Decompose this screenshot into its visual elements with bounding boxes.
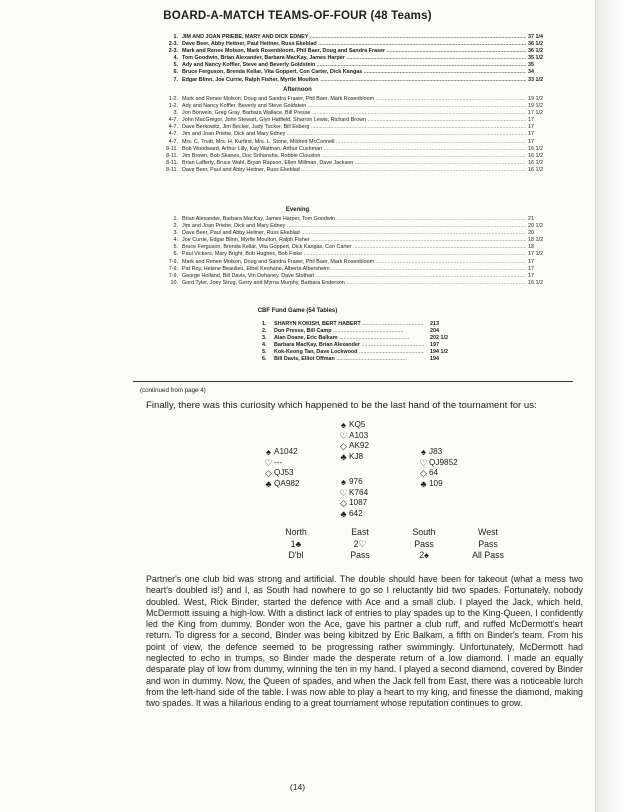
auction-bid: 2♡	[353, 538, 367, 549]
card-holding: QA982	[274, 478, 300, 488]
result-row	[140, 273, 580, 280]
auction-bid: Pass	[478, 538, 498, 549]
result-score: 37 1/4	[528, 34, 543, 40]
result-score: 17	[528, 258, 534, 265]
result-place: 6.	[262, 356, 267, 362]
result-row	[140, 280, 580, 287]
auction-bid: Pass	[350, 550, 370, 560]
north-diamonds-holding	[338, 441, 369, 452]
card-holding: A1042	[274, 447, 298, 456]
hearts-icon: ♡	[264, 457, 273, 468]
card-holding: KQ5	[349, 420, 366, 429]
result-row	[140, 62, 580, 69]
result-row	[140, 131, 580, 138]
intro-paragraph: Finally, there was this curiosity which happened to be the last hand of the tournament for us:	[146, 400, 537, 411]
evening-heading: Evening	[285, 207, 310, 213]
card-holding: ---	[274, 457, 283, 467]
hearts-icon: ♡	[339, 430, 348, 441]
result-names: Brian Lafferty, Bruce Wahl, Bryan Rapson, Ellen Millman, Dave Jackson .....	[182, 160, 526, 167]
north-hearts-holding	[338, 431, 369, 442]
page-number: (14)	[289, 782, 306, 792]
result-row	[140, 146, 580, 153]
result-names: Joe Currie, Edgar Blinn, Myrtle Moulton, Ralph Fisher .....	[182, 237, 526, 244]
auction-bid: D'bl	[288, 550, 304, 560]
fund-results	[262, 321, 482, 363]
result-row	[262, 335, 482, 342]
result-names: JIM AND JOAN PRIEBE, MARY AND DICK EDNEY .....	[182, 34, 526, 41]
card-holding: 1087	[349, 498, 368, 507]
result-place: 4-7.	[168, 138, 178, 145]
card-holding: AK92	[349, 441, 370, 450]
result-names: Dave Beer, Paul and Abby Heitner, Russ Ekeblad .....	[182, 230, 526, 237]
clubs-icon: ♣	[340, 508, 347, 519]
result-place: 7.	[173, 76, 178, 83]
result-row	[140, 153, 580, 160]
result-place: 7-9.	[168, 272, 178, 279]
diamonds-icon: ◇	[339, 498, 348, 508]
result-score: 34	[528, 69, 534, 76]
result-score: 17	[528, 124, 534, 131]
result-score: 194 1/2	[430, 349, 448, 355]
result-place: 1.	[173, 216, 178, 222]
continued-note: (continued from page 4)	[140, 387, 206, 394]
auction-header-row	[264, 527, 520, 539]
result-place: 7-9.	[168, 258, 178, 265]
result-score: 36 1/2	[528, 41, 543, 48]
result-score: 36 1/2	[528, 48, 543, 55]
card-holding: 64	[429, 468, 439, 477]
result-row	[140, 41, 580, 48]
west-spades-holding	[263, 447, 300, 458]
result-names: Jim and Joan Priebe, Dick and Mary Edney .....	[182, 131, 526, 138]
result-score: 17 1/2	[528, 110, 543, 117]
result-names: Edgar Blinn, Joe Currie, Ralph Fisher, Myrtle Moulton .....	[182, 77, 526, 84]
result-names: Pat Roy, Helene Beaulieu, Ethel Keohane, Alberta Albersheim .....	[182, 266, 526, 273]
south-hand	[338, 477, 368, 519]
result-place: 1-2.	[168, 103, 178, 110]
card-holding: 642	[349, 508, 363, 518]
result-names: Bruce Ferguson, Brenda Kellar, Vita Goppert, Dick Kangas, Con Carter .....	[182, 244, 526, 251]
result-names: Mark and Renee Molson, Doug and Sandra Fraser, Phil Baer, Mark Rosenbloom .....	[182, 259, 526, 266]
result-place: 6.	[173, 251, 178, 258]
result-score: 16 1/2	[528, 166, 543, 173]
result-row	[140, 230, 580, 237]
result-score: 204	[430, 328, 439, 334]
result-score: 213	[430, 321, 439, 327]
card-holding: QJ53	[274, 468, 294, 477]
east-hand	[418, 447, 458, 489]
result-row	[140, 160, 580, 167]
result-row	[140, 237, 580, 244]
result-names: John MacGregor, John Stewart, Glyn Hatfield, Sharron Lewis, Richard Brown .....	[182, 117, 526, 124]
south-clubs-holding	[338, 509, 368, 520]
result-place: 2.	[262, 328, 267, 334]
spades-icon: ♠	[341, 477, 346, 487]
east-clubs-holding	[418, 479, 458, 490]
result-place: 4.	[173, 55, 178, 62]
result-row	[140, 251, 580, 258]
afternoon-heading: Afternoon	[283, 87, 312, 93]
fund-heading: CBF Fund Game (54 Tables)	[257, 308, 338, 314]
west-hand	[263, 447, 300, 489]
auction-bid: Pass	[414, 538, 434, 549]
result-place: 5.	[173, 62, 178, 69]
result-names: Mrs. C. Truitt, Mrs. H. Kurfirst, Mrs. L. Stone, Mildred McConnell .....	[182, 139, 526, 146]
result-place: 5.	[262, 349, 267, 355]
auction-table	[264, 527, 520, 562]
result-place: 4-7.	[168, 117, 178, 124]
card-holding: 976	[349, 477, 363, 486]
result-names: George Holland, Bill Davis, Vin Dohaney, Dave Stothart .....	[182, 273, 526, 280]
auction-bid: All Pass	[472, 550, 504, 560]
result-place: 10.	[170, 279, 178, 286]
result-names: Ady and Nancy Koffler, Steve and Beverly Goldstein .....	[182, 62, 526, 69]
result-row	[140, 103, 580, 110]
north-clubs-holding	[338, 452, 369, 463]
result-place: 2-3.	[168, 48, 178, 55]
spades-icon: ♠	[421, 447, 426, 457]
result-place: 7-9.	[168, 265, 178, 272]
result-names: Ady and Nancy Koffler, Beverly and Steve Goldstein .....	[182, 103, 526, 110]
result-score: 16 1/2	[528, 152, 543, 159]
result-names: Gord Tyler, Joey Strug, Gerry and Myrna Murphy, Barbara Enderson .....	[182, 280, 526, 287]
evening-results	[140, 216, 580, 287]
story-paragraph: Partner's one club bid was strong and artificial. The double should have been for takeout (what a mess two heart's doubled is!) and I, as South had nowhere to go so I reluctantly bid two spades. Fortunately, nobody doubled. West, Rick Binder, started the defence with Ace and a small club. I played the Jack, which held, McDermott issuing a high-low. With a distinct lack of entries to play spades up to the King-Queen, I confidently led the King from dummy. Bonder won the Ace, gave his partner a club ruff, and ruffed McDermott's heart return. To digress for a second, Binder was being kibitzed by Eric Balkam, a fifth on Binder's team. From his point of view, the defence seemed to be progressing rather swimmingly. Unfortunately, McDermott had neglected to echo in trumps, so Binder made the desperate return of a low diamond. I made an equally desparate play of low from dummy, winning the ten in my hand. I played a second diamond, covered by Binder and won in dummy. Now, the Queen of spades, and when the Jack fell from East, there was a noticeable lurch from the left-hand side of the table. I was now able to play a heart to my king, and finesse the diamond, making two spades. It was a hilarious ending to a great tournament whose reputation continues to grow.	[146, 574, 583, 709]
result-place: 2-3.	[168, 41, 178, 48]
result-row	[140, 55, 580, 62]
afternoon-results	[140, 96, 580, 174]
auction-header-east: East	[351, 527, 369, 537]
result-row	[140, 124, 580, 131]
result-place: 4-7.	[168, 131, 178, 138]
result-place: 1.	[262, 321, 267, 327]
overall-results	[140, 34, 580, 84]
result-names: Mark and Renee Molson, Doug and Sandra Fraser, Phil Baer, Mark Rosenbloom .....	[182, 96, 526, 103]
clubs-icon: ♣	[340, 451, 347, 462]
card-holding: KJ8	[349, 451, 364, 461]
result-names: SHARYN KOKISH, BERT HABERT .....	[274, 321, 424, 328]
result-row	[262, 321, 482, 328]
result-place: 3.	[173, 110, 178, 117]
result-row	[262, 349, 482, 356]
card-holding: QJ9852	[429, 457, 458, 467]
auction-row	[264, 539, 520, 551]
result-place: 8-11.	[166, 152, 178, 159]
south-diamonds-holding	[338, 498, 368, 509]
card-holding: A103	[349, 430, 369, 440]
result-score: 197	[430, 342, 439, 348]
result-names: Paul Vickers, Mary Bright, Bob Hughes, Bob Fiske .....	[182, 251, 526, 258]
result-place: 8-11.	[166, 145, 178, 152]
result-row	[140, 266, 580, 273]
result-score: 19 1/2	[528, 103, 543, 110]
result-row	[262, 328, 482, 335]
result-score: 202 1/2	[430, 335, 448, 341]
result-names: Kok-Keong Tan, Dave Lockwood .....	[274, 349, 424, 356]
clubs-icon: ♣	[420, 478, 427, 489]
east-hearts-holding	[418, 458, 458, 469]
result-score: 17	[528, 117, 534, 124]
result-row	[140, 48, 580, 55]
result-row	[140, 34, 580, 41]
result-score: 17	[528, 265, 534, 272]
result-score: 20	[528, 230, 534, 237]
result-score: 35 1/2	[528, 55, 543, 62]
result-names: Jon Borwein, Greg Gray, Barbara Wallace, Bill Presse .....	[182, 110, 526, 117]
hearts-icon: ♡	[419, 457, 428, 468]
result-score: 17	[528, 272, 534, 279]
diamonds-icon: ◇	[339, 441, 348, 451]
result-names: Bob Woodward, Arthur Lilly, Kay Watman, Arthur Cushman .....	[182, 146, 526, 153]
result-place: 8-11.	[166, 159, 178, 166]
result-names: Jim Brown, Bob Skanes, Doc Srihansha, Robbie Clouston .....	[182, 153, 526, 160]
result-score: 17	[528, 138, 534, 145]
result-score: 194	[430, 356, 439, 362]
result-score: 18 1/2	[528, 237, 543, 244]
east-spades-holding	[418, 447, 458, 458]
diamonds-icon: ◇	[419, 468, 428, 478]
result-score: 35	[528, 62, 534, 69]
west-hearts-holding	[263, 458, 300, 469]
auction-header-north: North	[285, 527, 307, 537]
result-place: 2.	[173, 223, 178, 230]
result-score: 16 1/2	[528, 159, 543, 166]
result-names: Dave Beer, Abby Heitner, Paul Heitner, Russ Ekeblad .....	[182, 41, 526, 48]
result-score: 21	[528, 216, 534, 222]
result-row	[140, 117, 580, 124]
result-names: Dave Beer, Paul and Abby Heitner, Russ Ekeblad .....	[182, 167, 526, 174]
west-clubs-holding	[263, 479, 300, 490]
result-score: 17	[528, 131, 534, 138]
result-row	[140, 96, 580, 103]
result-place: 1.	[173, 34, 178, 40]
result-score: 18	[528, 244, 534, 251]
result-row	[140, 69, 580, 76]
page-title: BOARD-A-MATCH TEAMS-OF-FOUR (48 Teams)	[163, 10, 432, 22]
result-names: Alan Doane, Eric Balkam .....	[274, 335, 424, 342]
east-diamonds-holding	[418, 468, 458, 479]
auction-bid: 1♣	[290, 538, 302, 549]
result-names: Barbara MacKay, Brian Alexander .....	[274, 342, 424, 349]
result-names: Jim and Joan Priebe, Dick and Mary Edney .....	[182, 223, 526, 230]
result-place: 8-11.	[166, 166, 178, 173]
south-hearts-holding	[338, 488, 368, 499]
result-score: 33 1/2	[528, 76, 543, 83]
result-names: Brian Alexander, Barbara MacKay, James Harper, Tom Goodwin .....	[182, 216, 526, 223]
result-names: Don Presse, Bill Camp .....	[274, 328, 424, 335]
auction-row	[264, 550, 520, 562]
result-names: Bill Davis, Elliot Offman .....	[274, 356, 424, 363]
result-place: 4.	[262, 342, 267, 348]
result-names: Mark and Renee Molson, Mark Rosenbloom, Phil Baer, Doug and Sandra Fraser .....	[182, 48, 526, 55]
card-holding: K764	[349, 487, 369, 497]
result-place: 3.	[262, 335, 267, 341]
result-row	[140, 259, 580, 266]
auction-header-west: West	[478, 527, 498, 537]
card-holding: 109	[429, 478, 443, 488]
result-row	[140, 216, 580, 223]
result-row	[140, 110, 580, 117]
spades-icon: ♠	[341, 420, 346, 430]
north-spades-holding	[338, 420, 369, 431]
north-hand	[338, 420, 369, 462]
result-score: 16 1/2	[528, 279, 543, 286]
result-names: Dave Berkowitz, Jim Becker, Judy Tucker, Bill Esberg .....	[182, 124, 526, 131]
result-row	[140, 244, 580, 251]
result-place: 6.	[173, 69, 178, 76]
auction-bid: 2♠	[419, 550, 429, 560]
result-place: 5.	[173, 244, 178, 251]
result-row	[140, 223, 580, 230]
result-row	[262, 356, 482, 363]
result-row	[262, 342, 482, 349]
spades-icon: ♠	[266, 447, 271, 457]
section-divider	[133, 381, 573, 382]
clubs-icon: ♣	[265, 478, 272, 489]
result-score: 20 1/2	[528, 223, 543, 230]
result-row	[140, 167, 580, 174]
result-score: 19 1/2	[528, 96, 543, 102]
hearts-icon: ♡	[339, 487, 348, 498]
result-place: 3.	[173, 230, 178, 237]
diamonds-icon: ◇	[264, 468, 273, 478]
result-row	[140, 77, 580, 84]
result-score: 16 1/2	[528, 145, 543, 152]
result-place: 4.	[173, 237, 178, 244]
result-names: Bruce Ferguson, Brenda Kellar, Vita Goppert, Con Carter, Dick Kangas .....	[182, 69, 526, 76]
result-names: Tom Goodwin, Brian Alexander, Barbara MacKay, James Harper .....	[182, 55, 526, 62]
card-holding: J83	[429, 447, 443, 456]
facing-page-edge	[595, 0, 624, 812]
west-diamonds-holding	[263, 468, 300, 479]
result-place: 4-7.	[168, 124, 178, 131]
south-spades-holding	[338, 477, 368, 488]
result-score: 17 1/2	[528, 251, 543, 258]
result-place: 1-2.	[168, 96, 178, 102]
auction-header-south: South	[412, 527, 436, 537]
result-row	[140, 139, 580, 146]
